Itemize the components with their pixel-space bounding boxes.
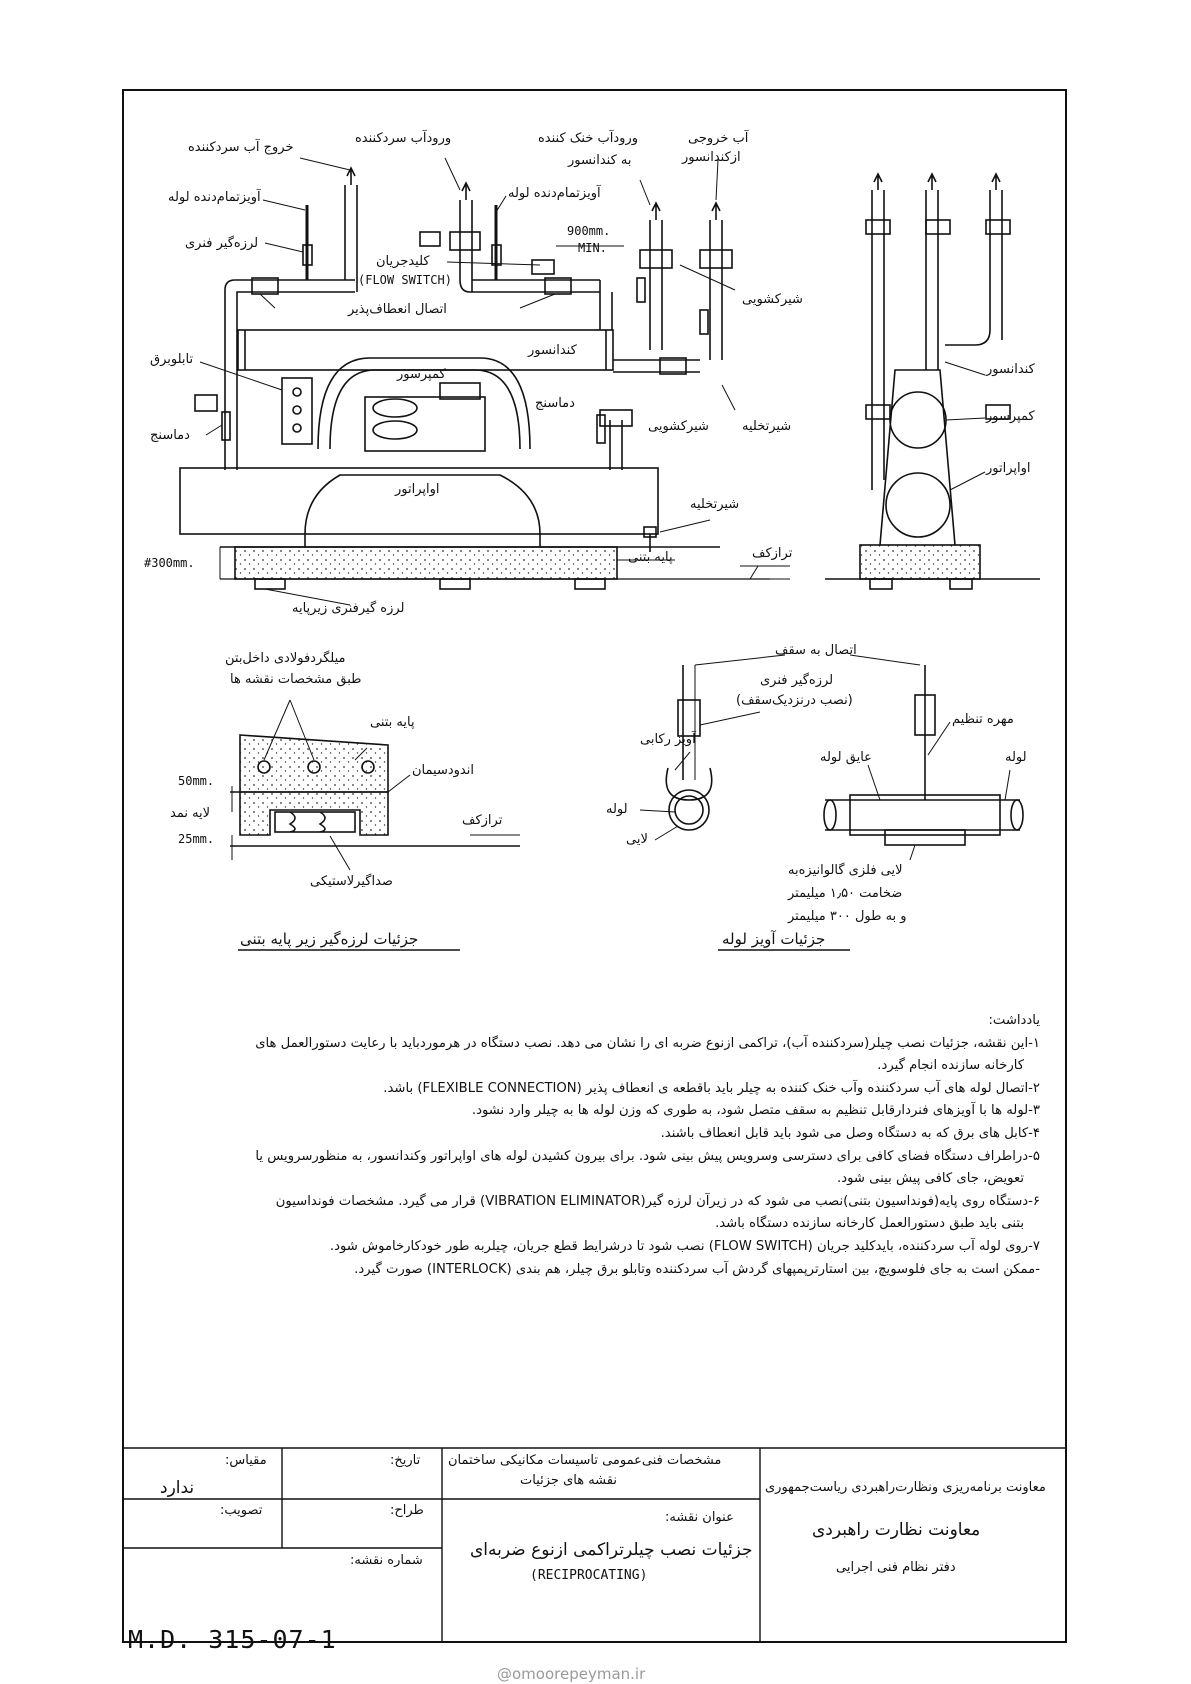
- notes-block: [135, 1010, 1040, 1281]
- label-detail-concrete-base: پایه بتنی: [370, 715, 415, 730]
- sheet-border: [123, 90, 1066, 1642]
- label-pipe-right: لوله: [1005, 750, 1027, 765]
- label-compressor: کمپرسور: [397, 367, 446, 382]
- note-8: -ممکن است به جای فلوسویچ، بین استارترپمپهای گردش آب سردکننده وتابلو برق چیلر، هم بندی (INTERLOCK) صورت گیرد.: [354, 1261, 1040, 1277]
- tb-org-3: دفتر نظام فنی اجرایی: [836, 1560, 956, 1575]
- note-3: ۳-لوله ها با آویزهای فنردارقابل تنظیم به سقف متصل شود، به طوری که وزن لوله ها به چیلر وارد نشود.: [471, 1103, 1040, 1119]
- chiller-side-view: [825, 174, 1040, 589]
- label-pipe-insulation: عایق لوله: [820, 750, 872, 765]
- note-6-cont: بتنی باید طبق دستورالعمل کارخانه سازنده دستگاه باشد.: [715, 1216, 1024, 1232]
- label-ceiling-conn: اتصال به سقف: [775, 643, 857, 658]
- tb-title-1: جزئیات نصب چیلرتراکمی ازنوع ضربه‌ای: [470, 1540, 753, 1560]
- label-pipe-left: لوله: [606, 802, 628, 817]
- tb-spec-2: نقشه های جزئیات: [520, 1473, 617, 1488]
- chiller-front-view: [180, 158, 793, 605]
- label-min-dist-2: MIN.: [578, 241, 607, 255]
- label-drain-valve-2: شیرتخلیه: [690, 497, 740, 512]
- label-threaded-hanger-left: آویزتمام‌دنده لوله: [168, 190, 261, 205]
- label-panel: تابلوبرق: [150, 352, 194, 367]
- tb-scale-value: ندارد: [160, 1478, 195, 1498]
- label-side-evaporator: اواپراتور: [986, 461, 1031, 476]
- label-side-compressor: کمپرسور: [986, 409, 1035, 424]
- label-side-condenser: کندانسور: [986, 362, 1035, 377]
- note-2: ۲-اتصال لوله های آب سردکننده وآب خنک کننده به چیلر باید باقطعه ی انعطاف پذیر (FLEXIBLE CONNECTION) باشد.: [383, 1080, 1040, 1096]
- label-cw-in-2: به کندانسور: [568, 153, 632, 168]
- label-flow-switch: کلیدجریان: [376, 254, 430, 269]
- label-rebar: میلگردفولادی داخل‌بتن: [225, 651, 346, 666]
- note-5: ۵-دراطراف دستگاه فضای کافی برای دسترسی وسرویس پیش بینی شود. برای بیرون کشیدن لوله های اواپراتور وکندانسور، به منظورسرویس یا: [255, 1148, 1040, 1164]
- label-cw-out: آب خروجی: [688, 131, 749, 146]
- label-dim-50: 50mm.: [178, 774, 215, 788]
- label-wash-valve-2: شیرکشویی: [648, 419, 709, 434]
- label-dim-25: 25mm.: [178, 832, 215, 846]
- label-chw-out: خروج آب سردکننده: [188, 140, 294, 155]
- tb-scale-label: مقیاس:: [225, 1453, 267, 1468]
- note-1-cont: کارخانه سازنده انجام گیرد.: [877, 1058, 1024, 1074]
- label-stirrup-hanger: آویز رکابی: [640, 732, 696, 747]
- label-min-dist: 900mm.: [567, 224, 611, 238]
- label-galv-2: ضخامت ۱٫۵۰ میلیمتر: [788, 886, 903, 901]
- label-spring-isolator: لرزه‌گیر فنری: [185, 236, 259, 251]
- label-rebar-2: طبق مشخصات نقشه ها: [230, 672, 362, 687]
- tb-sheet-no: M.D. 315-07-1: [128, 1625, 337, 1654]
- tb-date-label: تاریخ:: [390, 1453, 421, 1468]
- note-1: ۱-این نقشه، جزئیات نصب چیلر(سردکننده آب)، تراکمی ازنوع ضربه ای را نشان می دهد. نصب دستگاه در هرموردباید با رعایت دستورالعمل های: [255, 1035, 1040, 1051]
- label-level: ترازکف: [752, 546, 793, 561]
- label-condenser: کندانسور: [528, 343, 577, 358]
- label-cw-out-2: ازکندانسور: [682, 150, 741, 165]
- watermark: @omoorepeyman.ir: [497, 1665, 646, 1683]
- label-cement-plaster: اندودسیمان: [412, 763, 474, 778]
- label-thermometer-right: دماسنج: [535, 396, 575, 411]
- label-chw-in: ورودآب سردکننده: [355, 131, 452, 146]
- tb-org-1: معاونت برنامه‌ریزی ونظارت‌راهبردی ریاست‌جمهوری: [765, 1480, 1046, 1495]
- note-4: ۴-کابل های برق که به دستگاه وصل می شود باید قابل انعطاف باشند.: [660, 1125, 1040, 1141]
- label-rubber-damper: صداگیرلاستیکی: [310, 874, 393, 889]
- label-wash-valve-1: شیرکشویی: [742, 292, 803, 307]
- label-evaporator: اواپراتور: [395, 482, 440, 497]
- label-spring-iso-2: (نصب درنزدیک‌سقف): [736, 693, 853, 708]
- label-detail-level: ترازکف: [462, 813, 503, 828]
- detail-right-title: جزئیات آویز لوله: [722, 930, 826, 948]
- label-spring-iso: لرزه‌گیر فنری: [760, 673, 834, 688]
- label-galv-3: و به طول ۳۰۰ میلیمتر: [788, 909, 907, 924]
- note-6: ۶-دستگاه روی پایه(فونداسیون بتنی)نصب می شود که در زیرآن لرزه گیر(VIBRATION ELIMINATOR) قرار می گیرد. مشخصات فونداسیون: [275, 1193, 1040, 1209]
- label-felt-layer: لایه نمد: [170, 806, 211, 821]
- tb-title-2: (RECIPROCATING): [530, 1568, 648, 1583]
- tb-title-label: عنوان نقشه:: [665, 1510, 734, 1525]
- label-flex-conn: اتصال انعطاف‌پذیر: [348, 302, 447, 317]
- label-galv-1: لایی فلزی گالوانیزه‌به: [788, 863, 903, 878]
- label-flow-switch-en: (FLOW SWITCH): [358, 273, 452, 287]
- tb-org-2: معاونت نظارت راهبردی: [812, 1520, 981, 1540]
- label-thermometer-left: دماسنج: [150, 428, 190, 443]
- tb-spec-1: مشخصات فنی‌عمومی تاسیسات مکانیکی ساختمان: [448, 1453, 722, 1468]
- note-7: ۷-روی لوله آب سردکننده، بایدکلید جریان (FLOW SWITCH) نصب شود تا درشرایط قطع جریان، چیلربه طور خودکارخاموش شود.: [329, 1238, 1040, 1254]
- tb-designer-label: طراح:: [390, 1503, 424, 1518]
- label-drain-valve-1: شیرتخلیه: [742, 419, 792, 434]
- notes-heading: یادداشت:: [988, 1013, 1040, 1028]
- label-concrete-base: پایه بتنی: [628, 550, 673, 565]
- label-base-height: #300mm.: [144, 556, 195, 570]
- label-threaded-hanger-right: آویزتمام‌دنده لوله: [508, 186, 601, 201]
- label-cw-in: ورودآب خنک کننده: [538, 131, 639, 146]
- label-liner: لایی: [626, 832, 648, 847]
- tb-sheet-no-label: شماره نقشه:: [350, 1553, 423, 1568]
- label-adjust-nut: مهره تنظیم: [952, 712, 1014, 727]
- tb-approval-label: تصویب:: [220, 1503, 263, 1518]
- detail-left-title: جزئیات لرزه‌گیر زیر پایه بتنی: [240, 930, 419, 948]
- label-under-isolator: لرزه گیرفنری زیرپایه: [292, 601, 405, 616]
- note-5-cont: تعویض، جای کافی پیش بینی شود.: [837, 1171, 1024, 1187]
